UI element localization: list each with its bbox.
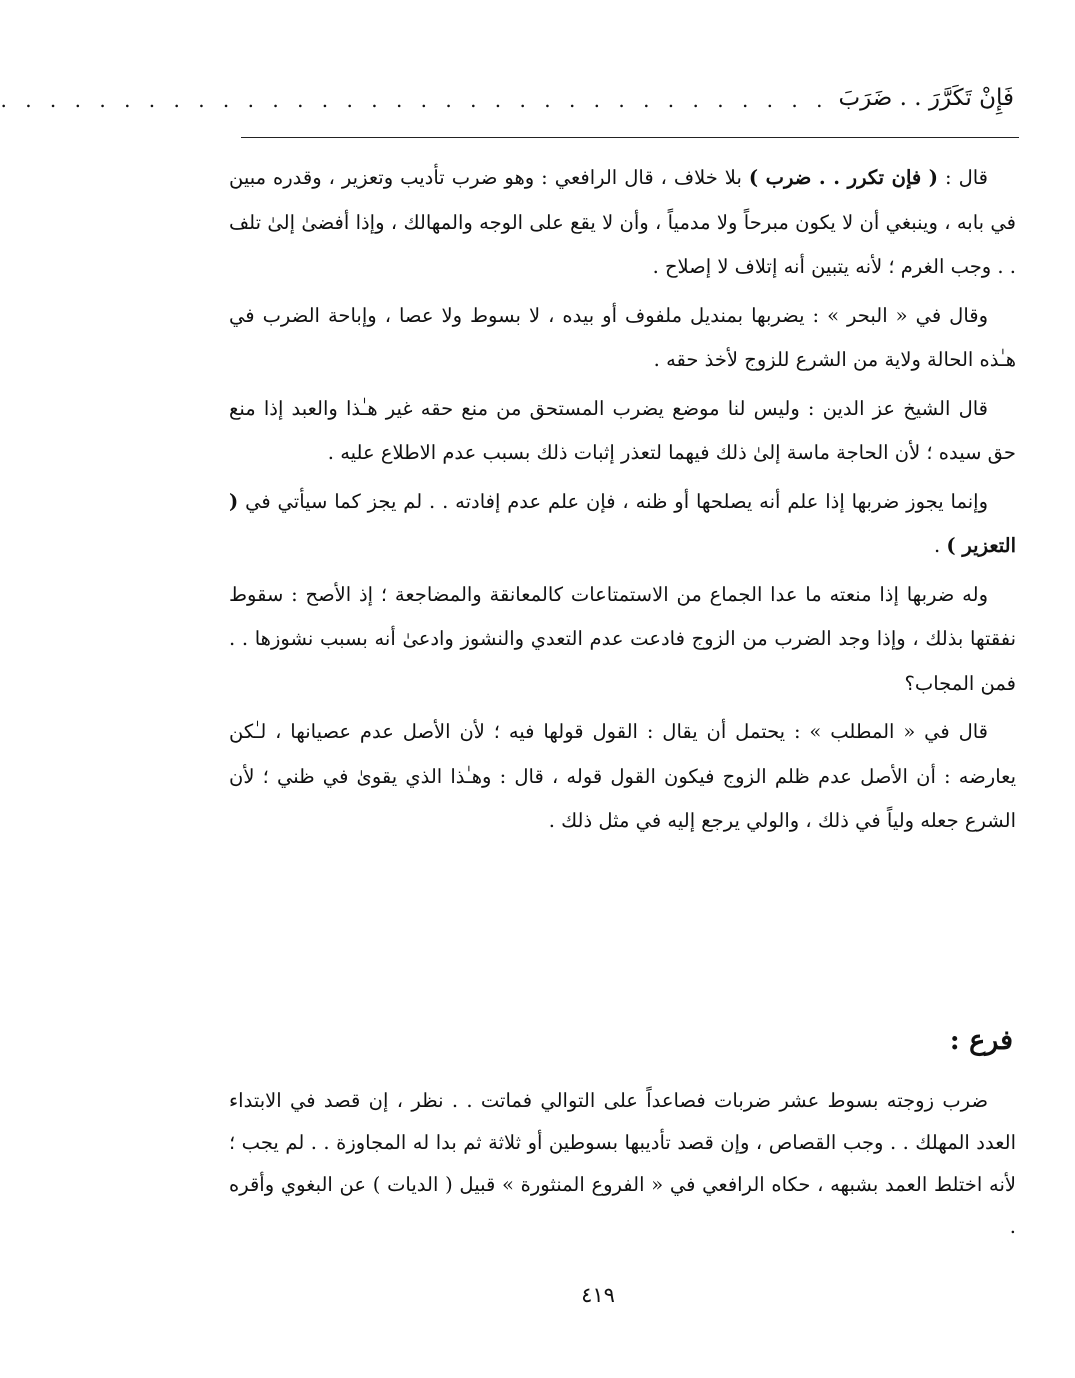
paragraph xyxy=(229,480,1016,569)
header-title: فَإِنْ تَكَرَّرَ . . ضَرَبَ xyxy=(838,85,1014,111)
paragraph xyxy=(229,387,1016,476)
quoted-matn: ( فإن تكرر . . ضرب ) xyxy=(748,166,939,189)
running-header xyxy=(0,78,1014,118)
paragraph xyxy=(229,710,1016,844)
paragraph xyxy=(229,573,1016,707)
page-number: ٤١٩ xyxy=(581,1283,615,1307)
main-text xyxy=(229,156,1016,848)
header-divider xyxy=(241,137,1019,138)
paragraph-text: . xyxy=(933,534,947,557)
paragraph-text: وله ضربها إذا منعته ما عدا الجماع من الاستمتاعات كالمعانقة والمضاجعة ؛ إذ الأصح : سقوط نفقتها بذلك ، وإذا وجد الضرب من الزوج فادعت عدم التعدي والنشوز وادعىٰ أنه بسبب نشوزها . . فمن المجاب؟ xyxy=(229,582,1016,695)
quoted-matn: ( التعزير ) xyxy=(229,489,1016,557)
paragraph: ضرب زوجته بسوط عشر ضربات فصاعداً على التوالي فماتت . . نظر ، إن قصد في الابتداء العدد المهلك . . وجب القصاص ، وإن قصد تأديبها بسوطين أو ثلاثة ثم بدا له المجاوزة . . لم يجب ؛ لأنه اختلط العمد بشبهه ، حكاه الرافعي في « الفروع المنثورة » قبيل ( الديات ) عن البغوي وأقره . xyxy=(229,1089,1016,1238)
paragraph-text: قال في « المطلب » : يحتمل أن يقال : القول قولها فيه ؛ لأن الأصل عدم عصيانها ، لـٰكن يعارضه : أن الأصل عدم ظلم الزوج فيكون القول قوله ، قال : وهـٰذا الذي يقوىٰ في ظني ؛ لأن الشرع جعله ولياً في ذلك ، والولي يرجع إليه في مثل ذلك . xyxy=(229,720,1016,832)
branch-text xyxy=(229,1080,1016,1248)
paragraph-text: وقال في « البحر » : يضربها بمنديل ملفوف أو بيده ، لا بسوط ولا عصا ، وإباحة الضرب في هـٰذه الحالة ولاية من الشرع للزوج لأخذ حقه . xyxy=(229,303,1016,371)
paragraph-text: قال : xyxy=(938,166,988,189)
paragraph-text: قال الشيخ عز الدين : وليس لنا موضع يضرب المستحق من منع حقه غير هـٰذا والعبد إذا منع حق سيده ؛ لأن الحاجة ماسة إلىٰ ذلك فيهما لتعذر إثبات ذلك بسبب عدم الاطلاع عليه . xyxy=(229,396,1016,464)
paragraph xyxy=(229,156,1016,290)
branch-heading: فرع : xyxy=(949,1025,1013,1056)
paragraph-text: بلا خلاف ، قال الرافعي : وهو ضرب تأديب وتعزير ، وقدره مبين في بابه ، وينبغي أن لا يكون مبرحاً ولا مدمياً ، وأن لا يقع على الوجه والمهالك ، وإذا أفضىٰ إلىٰ تلف . . وجب الغرم ؛ لأنه يتبين أنه إتلاف لا إصلاح . xyxy=(229,166,1016,278)
header-leader-dots: . . . . . . . . . . . . . . . . . . . . . . . . . . . . . . . . . . xyxy=(0,88,829,112)
paragraph xyxy=(229,294,1016,383)
paragraph-text: وإنما يجوز ضربها إذا علم أنه يصلحها أو ظنه ، فإن علم عدم إفادته . . لم يجز كما سيأتي في xyxy=(238,489,988,513)
